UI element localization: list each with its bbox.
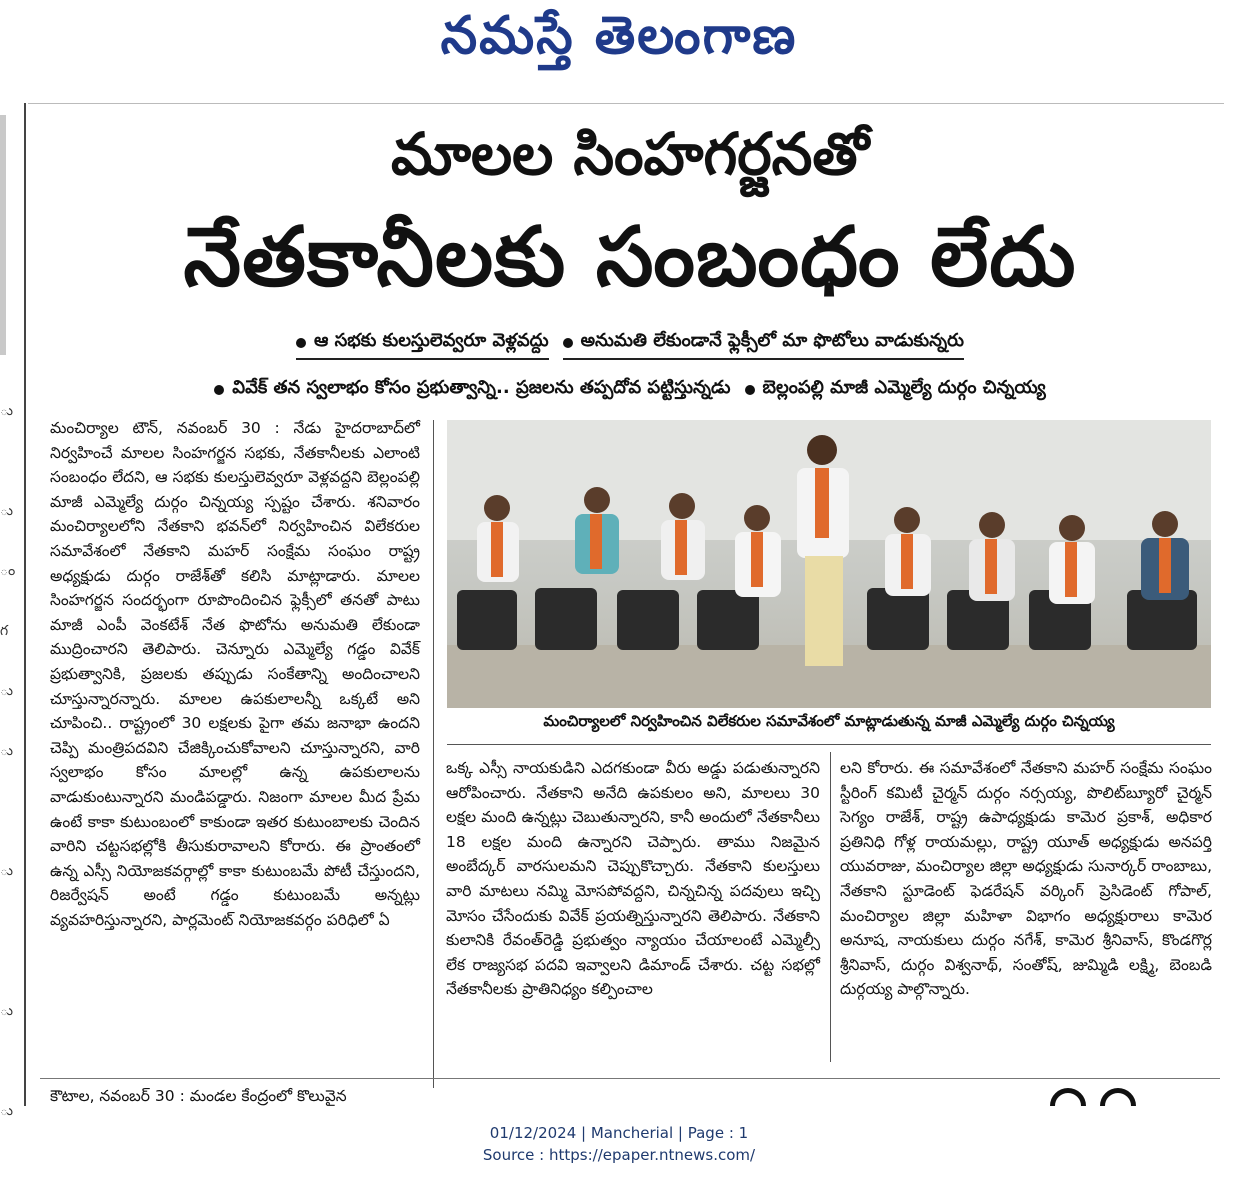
adjacent-text-fragment: ు	[0, 403, 13, 419]
subheadline-text: బెల్లంపల్లి మాజీ ఎమ్మెల్యే దుర్గం చిన్నయ్య	[762, 377, 1046, 398]
bullet-icon	[296, 338, 306, 348]
edition-info: 01/12/2024 | Mancherial | Page : 1	[489, 1124, 749, 1142]
next-story-lead: కౌటాల, నవంబర్ 30 : మండల కేంద్రంలో కొలువైన	[50, 1087, 347, 1105]
adjacent-photo-edge	[0, 115, 6, 355]
adjacent-text-fragment: ు	[0, 683, 13, 699]
main-headline: నేతకానీలకు సంబంధం లేదు	[183, 210, 1077, 305]
adjacent-text-fragment: ు	[0, 863, 13, 879]
subheadline-text: వివేక్ తన స్వలాభం కోసం ప్రభుత్వాన్ని.. ప్రజలను తప్పదోవ పట్టిస్తున్నడు	[232, 377, 731, 398]
article-body-column-1: మంచిర్యాల టౌన్, నవంబర్ 30 : నేడు హైదరాబాద్‌లో నిర్వహించే మాలల సింహగర్జన సభకు, నేతకానీలకు ఎలాంటి సంబంధం లేదని, ఆ సభకు కులస్తులెవ్వరూ వెళ్లవద్దని బెల్లంపల్లి మాజీ ఎమ్మెల్యే దుర్గం చిన్నయ్య స్పష్టం చేశారు. శనివారం మంచిర్యాలలోని నేతకాని భవన్‌లో నిర్వహించిన విలేకరుల సమావేశంలో నేతకాని మహర్ సంక్షేమ సంఘం రాష్ట్ర అధ్యక్షుడు దుర్గం రాజేశ్‌తో కలిసి మాట్లాడారు. మాలల సింహగర్జన సందర్భంగా రూపొందించిన ఫ్లెక్సీలో తనతో పాటు మాజీ ఎంపీ వెంకటేశ్ నేత ఫొటోను అనుమతి లేకుండా ముద్రించారని తెలిపారు. చెన్నూరు ఎమ్మెల్యే గడ్డం వివేక్ ప్రభుత్వానికి, ప్రజలకు తప్పుడు సంకేతాన్ని అందించాలని చూస్తున్నారన్నారు. మాలల ఉపకులాలన్నీ ఒక్కటే అని చూపించి.. రాష్ట్రంలో 30 లక్షలకు పైగా తమ జనాభా ఉందని చెప్పి మంత్రిపదవిని చేజిక్కించుకోవాలని చూస్తున్నారని, వారి స్వలాభం కోసం మాలల్లో ఉన్న ఉపకులాలను వాడుకుంటున్నారని మండిపడ్డారు. నిజంగా మాలల మీద ప్రేమ ఉంటే కాకా కుటుంబంలో కాకుండా ఇతర కుటుంబాలకు చెందిన వారిని చట్టసభల్లోకి తీసుకురావాలని కోరారు. ఈ ప్రాంతంలో ఉన్న ఎస్సీ నియోజకవర్గాల్లో కాకా కుటుంబమే పోటీ చేస్తుందని, రిజర్వేషన్ అంటే గడ్డం కుటుంబమే అన్నట్లు వ్యవహరిస్తున్నారని, పార్లమెంట్ నియోజకవర్గం పరిధిలో ఏ	[50, 419, 420, 929]
adjacent-text-fragment: ం	[0, 563, 16, 579]
next-headline-fragment	[1050, 1088, 1200, 1106]
source-link[interactable]: Source : https://epaper.ntnews.com/	[482, 1146, 756, 1164]
headline-kicker: మాలల సింహగర్జనతో	[391, 120, 869, 188]
adjacent-column-edge	[0, 103, 26, 1119]
caption-divider	[447, 744, 1211, 745]
adjacent-text-fragment: ు	[0, 743, 13, 759]
subheadline-row	[40, 330, 1220, 360]
adjacent-text-fragment: ు	[0, 1103, 13, 1119]
story-divider	[40, 1078, 1220, 1079]
subheadline-item	[563, 330, 964, 360]
article-body-column-3: లని కోరారు. ఈ సమావేశంలో నేతకాని మహర్ సంక్షేమ సంఘం స్టీరింగ్ కమిటీ చైర్మన్ దుర్గం నర్సయ్య, పొలిట్‌బ్యూరో చైర్మన్ సెగ్యం రాజేశ్, రాష్ట్ర ఉపాధ్యక్షుడు కామెర ప్రకాశ్, అధికార ప్రతినిధి గోళ్ల రాయమల్లు, రాష్ట్ర యూత్ అధ్యక్షుడు అనపర్తి యువరాజు, మంచిర్యాల జిల్లా అధ్యక్షుడు సునార్కర్ రాంబాబు, నేతకాని స్టూడెంట్ ఫెడరేషన్ వర్కింగ్ ప్రెసిడెంట్ గోపాల్, మంచిర్యాల జిల్లా మహిళా విభాగం అధ్యక్షురాలు కామెర అనూష, నాయకులు దుర్గం నగేశ్, కామెర శ్రీనివాస్, కొండగొర్ల శ్రీనివాస్, దుర్గం విశ్వనాథ్, సంతోష్, జుమ్మిడి లక్ష్మి, బెంబడి దుర్గయ్య పాల్గొన్నారు.	[840, 759, 1212, 999]
newspaper-logo: నమస్తే తెలంగాణ	[440, 6, 798, 66]
subheadline-item	[745, 377, 1046, 402]
bullet-icon	[563, 338, 573, 348]
adjacent-text-fragment: ు	[0, 1003, 13, 1019]
subheadline-item	[214, 377, 730, 402]
subheadline-item	[296, 330, 549, 360]
adjacent-text-fragment: గ	[0, 623, 9, 639]
column-divider	[830, 752, 831, 1062]
article-body-column-2: ఒక్క ఎస్సీ నాయకుడిని ఎదగకుండా వీరు అడ్డు పడుతున్నారని ఆరోపించారు. నేతకాని అనేది ఉపకులం అని, మాలలు 30 లక్షల మంది ఉన్నట్లు చెబుతున్నారని, కానీ అందులో నేతకానీలు 18 లక్షల మంది ఉన్నారని చెప్పారు. తాము నిజమైన అంబేద్కర్ వారసులమని చెప్పుకొచ్చారు. నేతకాని కులస్తులు వారి మాటలు నమ్మి మోసపోవద్దని, చిన్నచిన్న పదవులు ఇచ్చి మోసం చేసేందుకు వివేక్ ప్రయత్నిస్తున్నారని తెలిపారు. నేతకాని కులానికి రేవంత్‌రెడ్డి ప్రభుత్వం న్యాయం చేయాలంటే ఎమ్మెల్సీ లేక రాజ్యసభ పదవి ఇవ్వాలని డిమాండ్ చేశారు. చట్ట సభల్లో నేతకానీలకు ప్రాతినిధ్యం కల్పించాల	[446, 759, 820, 999]
bullet-icon	[745, 385, 755, 395]
subheadline-text: ఆ సభకు కులస్తులెవ్వరూ వెళ్లవద్దు	[314, 330, 549, 351]
bullet-icon	[214, 385, 224, 395]
masthead	[0, 0, 1238, 96]
subheadline-row	[40, 377, 1220, 402]
adjacent-text-fragment: ు	[0, 503, 13, 519]
column-divider	[433, 420, 434, 1088]
press-meet-photo-illustration	[447, 420, 1211, 708]
article-photo	[447, 420, 1211, 708]
photo-caption: మంచిర్యాలలో నిర్వహించిన విలేకరుల సమావేశంలో మాట్లాడుతున్న మాజీ ఎమ్మెల్యే దుర్గం చిన్నయ్య	[543, 712, 1115, 730]
subheadline-text: అనుమతి లేకుండానే ఫ్లెక్సీలో మా ఫొటోలు వాడుకున్నరు	[580, 330, 964, 351]
